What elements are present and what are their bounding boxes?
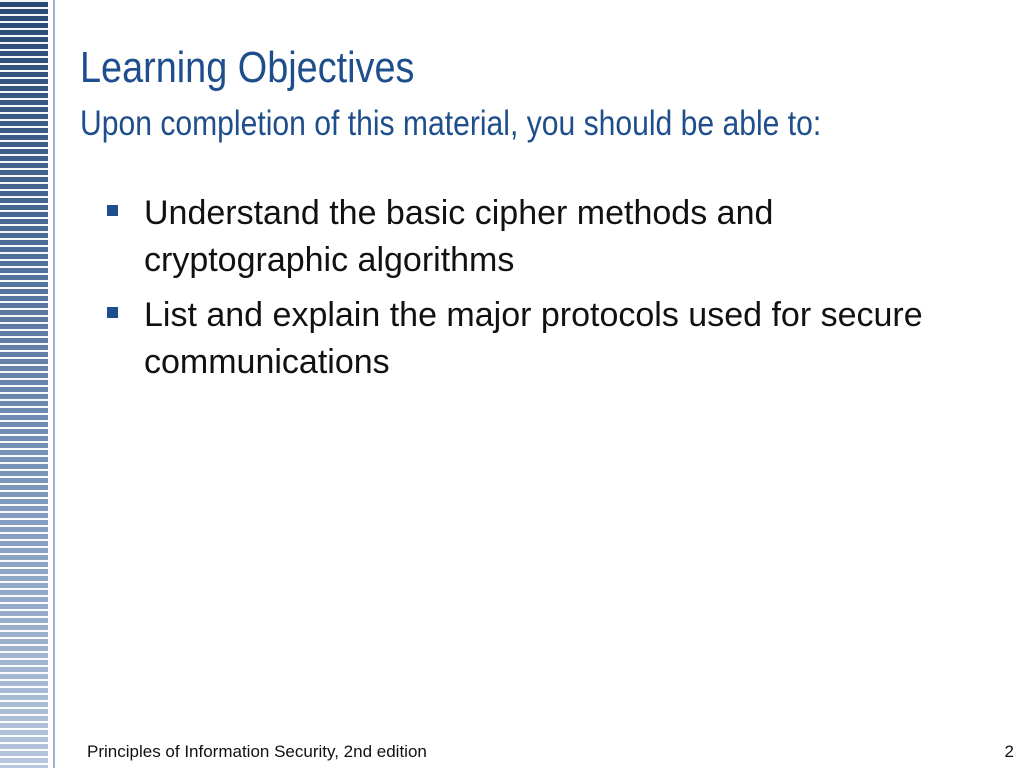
- objectives-list: [104, 190, 984, 394]
- footer-text: Principles of Information Security, 2nd edition: [87, 742, 427, 761]
- list-item: [104, 190, 984, 284]
- page-number: 2: [1004, 742, 1014, 761]
- slide-subtitle: Upon completion of this material, you should be able to:: [80, 104, 822, 143]
- decorative-side-rule: [53, 0, 55, 768]
- decorative-side-stripes: [0, 0, 48, 768]
- bullet-text: List and explain the major protocols used for secure communications: [144, 296, 923, 381]
- list-item: [104, 292, 984, 386]
- bullet-text: Understand the basic cipher methods and cryptographic algorithms: [144, 194, 774, 279]
- slide-title: Learning Objectives: [80, 43, 415, 92]
- square-bullet-icon: [107, 307, 118, 318]
- square-bullet-icon: [107, 205, 118, 216]
